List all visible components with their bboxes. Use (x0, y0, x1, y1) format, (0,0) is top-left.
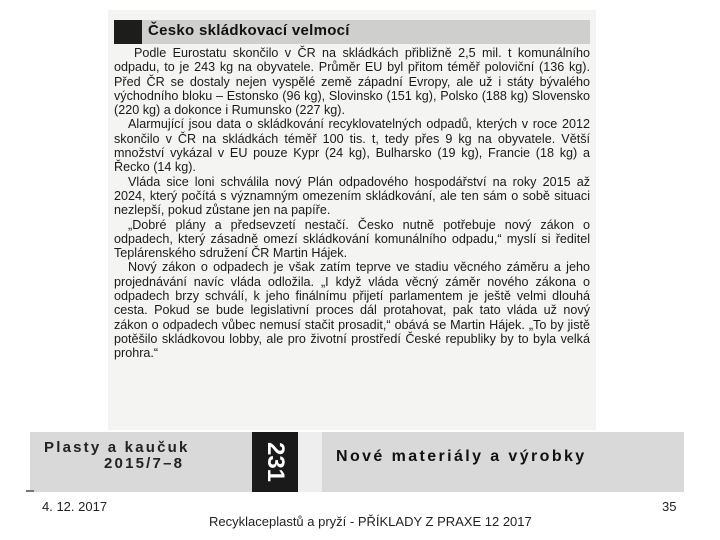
article-paragraph: Alarmující jsou data o skládkování recyklovatelných odpadů, kterých v roce 2012 skončilo v ČR na skládkách téměř 100 tis. t, tedy přes 9 kg na obyvatele. Větší množství vykázal v EU pouze Kypr (24 kg), Bulharsko (19 kg), Francie (18 kg) a Řecko (14 kg). (114, 117, 590, 175)
heading-marker (114, 20, 142, 44)
magazine-issue: 2015/7–8 (104, 455, 185, 472)
page-number-box (252, 432, 298, 492)
article-body (114, 46, 590, 361)
band-divider (298, 432, 322, 492)
slide-footer: Recyklaceplastů a pryží - PŘÍKLADY Z PRAXE 12 2017 (209, 514, 532, 529)
article-heading: Česko skládkovací velmocí (148, 22, 350, 39)
article-heading-bar (108, 10, 596, 44)
magazine-name (44, 440, 190, 472)
article-paragraph: Nový zákon o odpadech je však zatím teprve ve stadiu věcného záměru a jeho projednávání navíc vláda odložila. „I když vláda věcný záměr nového zákona o odpadech brzy schválí, k jeho finálnímu přijetí parlamentem je ještě velmi dlouhá cesta. Pokud se bude legislativní proces dál protahovat, pak tato vláda už nový zákon o odpadech vůbec nemusí stačit prosadit,“ obává se Martin Hájek. „To by jistě potěšilo skládkovou lobby, ale pro životní prostředí České republiky by to byla velká prohra.“ (114, 260, 590, 361)
article-paragraph: Podle Eurostatu skončilo v ČR na skládkách přibližně 2,5 mil. t komunálního odpadu, to je 243 kg na obyvatele. Průměr EU byl přitom téměř poloviční (136 kg). Před ČR se dostaly nejen vyspělé země západní Evropy, ale už i státy bývalého východního bloku – Estonsko (96 kg), Slovinsko (151 kg), Polsko (188 kg) Slovensko (220 kg) a dokonce i Rumunsko (227 kg). (114, 46, 590, 118)
footer-dash (26, 490, 34, 492)
article-paragraph: „Dobré plány a předsevzetí nestačí. Česko nutně potřebuje nový zákon o odpadech, který zásadně omezí skládkování komunálního odpadu,“ myslí si ředitel Teplárenského sdružení ČR Martin Hájek. (114, 217, 590, 261)
page-number: 231 (262, 441, 289, 483)
slide-date: 4. 12. 2017 (42, 499, 108, 514)
slide-number: 35 (662, 499, 677, 514)
scanned-article (108, 10, 596, 430)
magazine-footer (30, 432, 684, 492)
article-paragraph: Vláda sice loni schválila nový Plán odpadového hospodářství na roky 2015 až 2024, který počítá s významným omezením skládkování, ale ten sám o sobě situaci nezlepší, pokud zůstane jen na papíře. (114, 174, 590, 218)
section-title: Nové materiály a výrobky (336, 448, 587, 465)
magazine-title: Plasty a kaučuk (44, 439, 190, 456)
